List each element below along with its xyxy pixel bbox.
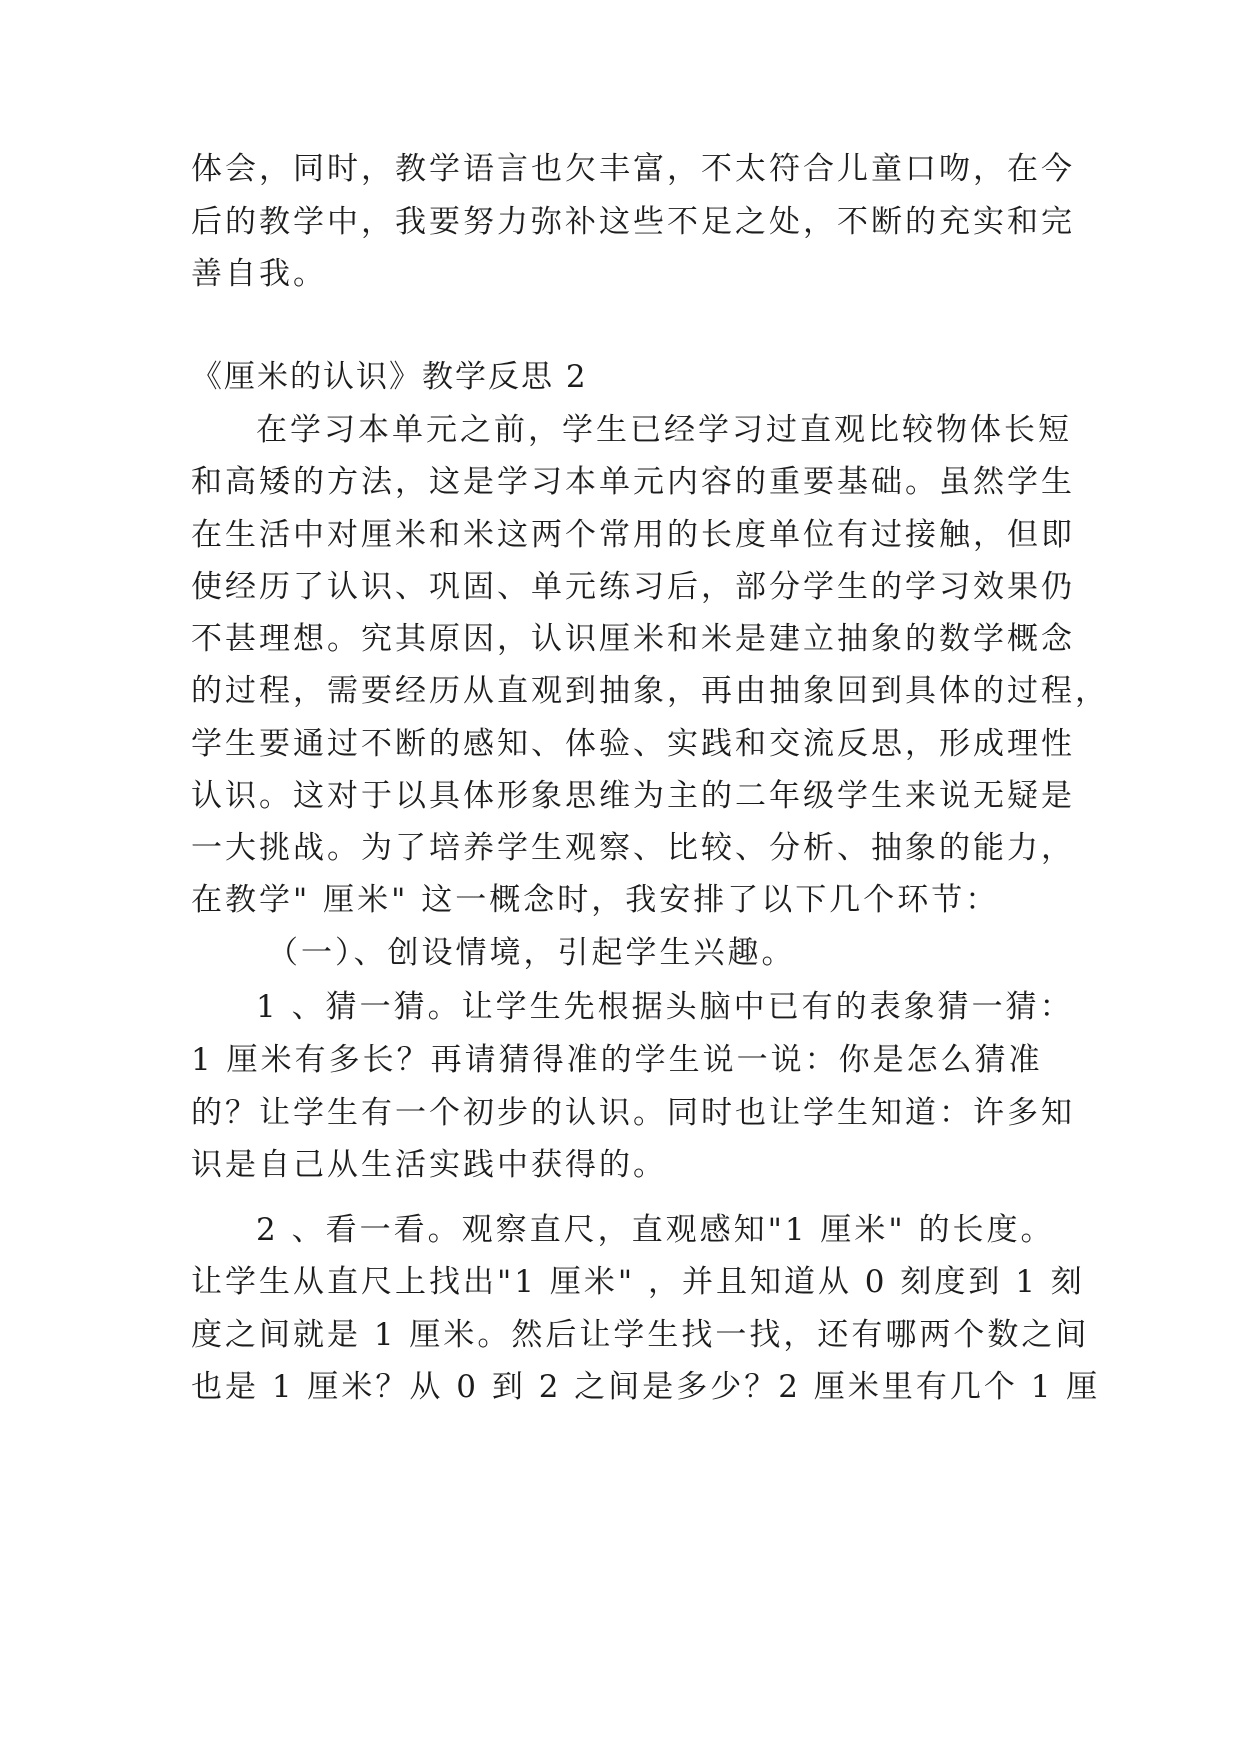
paragraph-line: 和高矮的方法，这是学习本单元内容的重要基础。虽然学生 [191, 464, 1075, 500]
paragraph-line: 一大挑战。为了培养学生观察、比较、分析、抽象的能力， [191, 830, 1075, 866]
paragraph-line: 在生活中对厘米和米这两个常用的长度单位有过接触，但即 [191, 517, 1075, 553]
paragraph-line: 识是自己从生活实践中获得的。 [191, 1147, 667, 1183]
paragraph-line: 在教学" 厘米" 这一概念时，我安排了以下几个环节： [191, 882, 1000, 918]
paragraph-line: 在学习本单元之前，学生已经学习过直观比较物体长短 [256, 412, 1072, 448]
paragraph-line: 认识。这对于以具体形象思维为主的二年级学生来说无疑是 [191, 778, 1075, 814]
paragraph-line: 2 、看一看。观察直尺，直观感知"1 厘米" 的长度。 [256, 1212, 1055, 1248]
paragraph-line: 的过程，需要经历从直观到抽象，再由抽象回到具体的过程， [191, 673, 1109, 709]
subsection-heading: （一）、创设情境，引起学生兴趣。 [267, 935, 796, 971]
paragraph-line: 体会，同时，教学语言也欠丰富，不太符合儿童口吻，在今 [191, 151, 1075, 187]
paragraph-line: 1 厘米有多长？再请猜得准的学生说一说：你是怎么猜准 [191, 1042, 1043, 1078]
section-heading: 《厘米的认识》教学反思 2 [191, 359, 588, 395]
paragraph-line: 学生要通过不断的感知、体验、实践和交流反思，形成理性 [191, 726, 1075, 762]
paragraph-line: 让学生从直尺上找出"1 厘米" ，并且知道从 0 刻度到 1 刻 [191, 1264, 1085, 1300]
paragraph-line: 不甚理想。究其原因，认识厘米和米是建立抽象的数学概念 [191, 621, 1075, 657]
paragraph-line: 也是 1 厘米？从 0 到 2 之间是多少？2 厘米里有几个 1 厘 [191, 1369, 1101, 1405]
paragraph-line: 后的教学中，我要努力弥补这些不足之处，不断的充实和完 [191, 204, 1075, 240]
paragraph-line: 使经历了认识、巩固、单元练习后，部分学生的学习效果仍 [191, 569, 1075, 605]
paragraph-line: 度之间就是 1 厘米。然后让学生找一找，还有哪两个数之间 [191, 1317, 1090, 1353]
paragraph-line: 1 、猜一猜。让学生先根据头脑中已有的表象猜一猜： [256, 989, 1074, 1025]
paragraph-line: 善自我。 [191, 256, 327, 292]
paragraph-line: 的？让学生有一个初步的认识。同时也让学生知道：许多知 [191, 1095, 1075, 1131]
